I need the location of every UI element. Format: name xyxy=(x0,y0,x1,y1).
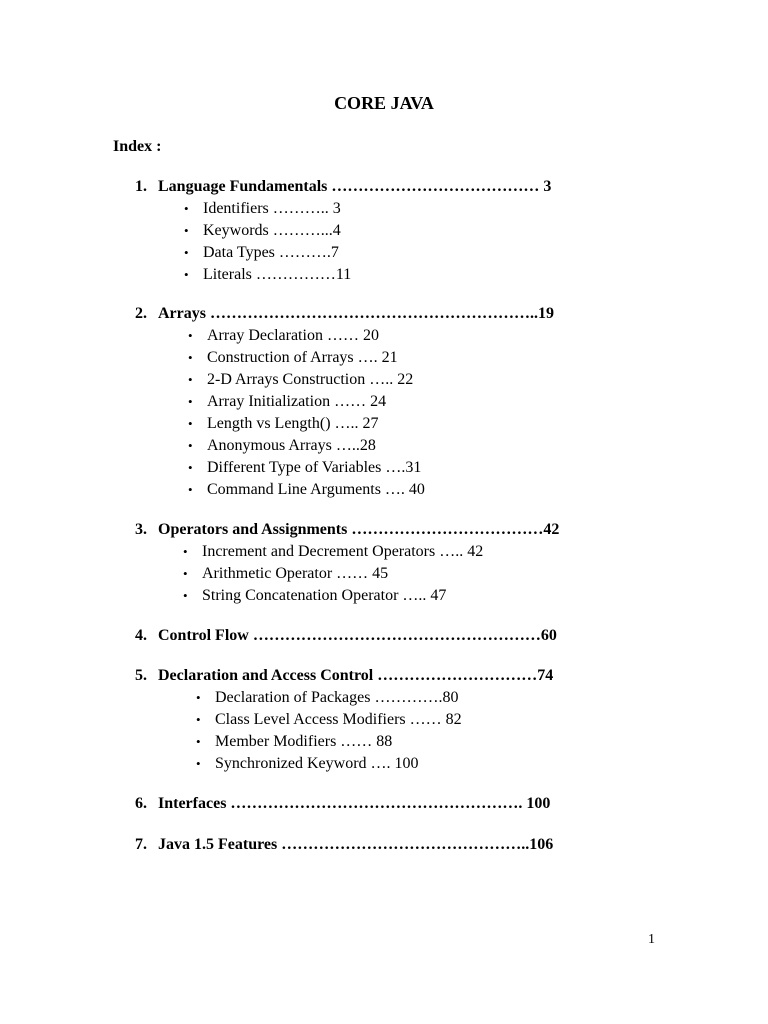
section-interfaces xyxy=(0,793,768,815)
index-heading: Index : xyxy=(113,138,162,155)
list-item-text: Declaration of Packages ………….80 xyxy=(215,689,459,706)
section-language-fundamentals xyxy=(0,176,768,286)
list-item-text: Construction of Arrays …. 21 xyxy=(207,349,398,366)
list-item xyxy=(0,753,768,775)
section-heading xyxy=(0,176,768,198)
list-item-text: Keywords ………...4 xyxy=(203,222,341,239)
bullet-icon: • xyxy=(188,328,193,343)
bullet-icon: • xyxy=(188,350,193,365)
list-item xyxy=(0,709,768,731)
section-heading xyxy=(0,793,768,815)
section-arrays xyxy=(0,303,768,501)
list-item xyxy=(0,457,768,479)
bullet-icon: • xyxy=(188,460,193,475)
section-title: Declaration and Access Control …………………………74 xyxy=(158,667,554,684)
list-item-text: Array Declaration …… 20 xyxy=(207,327,379,344)
section-java-1-5-features xyxy=(0,834,768,856)
section-heading xyxy=(0,834,768,856)
list-item-text: Arithmetic Operator …… 45 xyxy=(202,565,389,582)
bullet-icon: • xyxy=(196,690,201,705)
page-number: 1 xyxy=(648,932,655,947)
section-heading xyxy=(0,665,768,687)
section-title: Control Flow ………………………………………………60 xyxy=(158,627,557,644)
section-number: 5. xyxy=(135,667,147,684)
section-heading xyxy=(0,625,768,647)
bullet-icon: • xyxy=(184,201,189,216)
section-heading xyxy=(0,519,768,541)
bullet-icon: • xyxy=(188,438,193,453)
section-title: Arrays ……………………………………………………..19 xyxy=(158,305,554,322)
section-number: 7. xyxy=(135,836,147,853)
bullet-icon: • xyxy=(196,734,201,749)
subtopic-list xyxy=(0,541,768,607)
bullet-icon: • xyxy=(188,372,193,387)
bullet-icon: • xyxy=(196,756,201,771)
list-item xyxy=(0,242,768,264)
list-item xyxy=(0,220,768,242)
bullet-icon: • xyxy=(188,482,193,497)
section-declaration-and-access-control xyxy=(0,665,768,775)
bullet-icon: • xyxy=(184,267,189,282)
list-item-text: Data Types ……….7 xyxy=(203,244,339,261)
section-heading xyxy=(0,303,768,325)
section-number: 4. xyxy=(135,627,147,644)
section-title: Language Fundamentals ………………………………… 3 xyxy=(158,178,552,195)
list-item xyxy=(0,413,768,435)
bullet-icon: • xyxy=(183,566,188,581)
list-item-text: Length vs Length() ….. 27 xyxy=(207,415,379,432)
section-number: 1. xyxy=(135,178,147,195)
subtopic-list xyxy=(0,325,768,501)
section-title: Operators and Assignments ………………………………42 xyxy=(158,521,560,538)
section-number: 2. xyxy=(135,305,147,322)
list-item xyxy=(0,479,768,501)
list-item xyxy=(0,325,768,347)
subtopic-list xyxy=(0,198,768,286)
subtopic-list xyxy=(0,687,768,775)
bullet-icon: • xyxy=(196,712,201,727)
list-item-text: Member Modifiers …… 88 xyxy=(215,733,393,750)
list-item-text: Array Initialization …… 24 xyxy=(207,393,387,410)
list-item xyxy=(0,585,768,607)
bullet-icon: • xyxy=(183,588,188,603)
list-item xyxy=(0,687,768,709)
list-item-text: Identifiers ……….. 3 xyxy=(203,200,341,217)
section-number: 3. xyxy=(135,521,147,538)
list-item-text: Anonymous Arrays …..28 xyxy=(207,437,376,454)
list-item xyxy=(0,541,768,563)
section-operators-and-assignments xyxy=(0,519,768,607)
section-title: Interfaces ………………………………………………. 100 xyxy=(158,795,551,812)
list-item xyxy=(0,731,768,753)
list-item-text: Synchronized Keyword …. 100 xyxy=(215,755,419,772)
list-item xyxy=(0,264,768,286)
list-item-text: 2-D Arrays Construction ….. 22 xyxy=(207,371,414,388)
bullet-icon: • xyxy=(188,416,193,431)
bullet-icon: • xyxy=(183,544,188,559)
list-item xyxy=(0,563,768,585)
list-item-text: Increment and Decrement Operators ….. 42 xyxy=(202,543,484,560)
bullet-icon: • xyxy=(188,394,193,409)
bullet-icon: • xyxy=(184,245,189,260)
section-number: 6. xyxy=(135,795,147,812)
section-control-flow xyxy=(0,625,768,647)
section-title: Java 1.5 Features ………………………………………..106 xyxy=(158,836,554,853)
list-item xyxy=(0,198,768,220)
list-item-text: Class Level Access Modifiers …… 82 xyxy=(215,711,462,728)
list-item xyxy=(0,391,768,413)
list-item-text: Different Type of Variables ….31 xyxy=(207,459,422,476)
list-item-text: Command Line Arguments …. 40 xyxy=(207,481,425,498)
list-item-text: String Concatenation Operator ….. 47 xyxy=(202,587,447,604)
bullet-icon: • xyxy=(184,223,189,238)
list-item xyxy=(0,369,768,391)
list-item xyxy=(0,347,768,369)
list-item-text: Literals ……………11 xyxy=(203,266,352,283)
list-item xyxy=(0,435,768,457)
document-title: CORE JAVA xyxy=(334,93,434,113)
